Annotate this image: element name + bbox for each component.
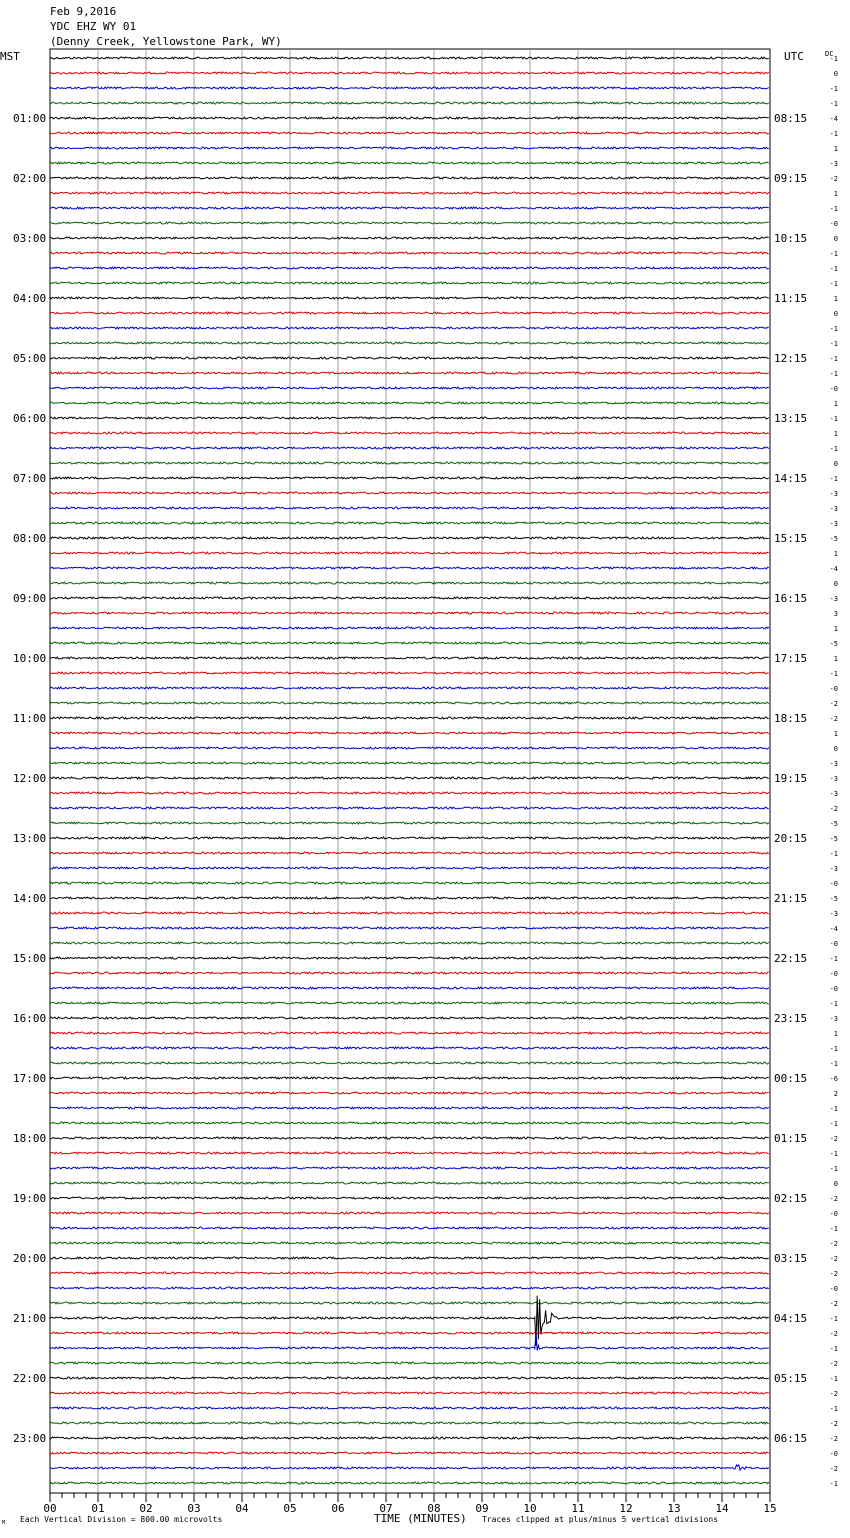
trace-line: [50, 1302, 769, 1304]
mst-hour-label: 04:00: [13, 292, 47, 305]
dc-offset-label: -1: [829, 1165, 838, 1173]
trace-line: [50, 402, 769, 404]
trace-line: [50, 792, 769, 794]
utc-hour-label: 22:15: [774, 952, 808, 965]
dc-offset-label: -1: [829, 1405, 838, 1413]
trace-line: [50, 372, 769, 374]
dc-offset-label: -3: [829, 775, 838, 783]
trace-line: [50, 162, 769, 164]
dc-offset-label: 1: [833, 190, 838, 198]
utc-hour-label: 08:15: [774, 112, 808, 125]
mst-hour-label: 16:00: [13, 1012, 47, 1025]
trace-line: [50, 867, 769, 869]
trace-line: [50, 1062, 769, 1064]
trace-line: [50, 342, 769, 344]
utc-hour-label: 10:15: [774, 232, 808, 245]
x-tick-label: 09: [475, 1502, 489, 1515]
dc-offset-label: -1: [829, 1120, 838, 1128]
dc-offset-label: -3: [829, 910, 838, 918]
dc-offset-label: -1: [829, 850, 838, 858]
mst-hour-label: 09:00: [13, 592, 47, 605]
dc-offset-label: 1: [833, 145, 838, 153]
trace-line: [50, 627, 769, 629]
utc-axis-label: UTC: [784, 50, 804, 63]
dc-offset-label: -2: [829, 715, 838, 723]
utc-hour-label: 00:15: [774, 1072, 808, 1085]
dc-offset-label: -1: [829, 355, 838, 363]
dc-offset-label: -2: [829, 1135, 838, 1143]
dc-offset-label: 0: [833, 460, 838, 468]
dc-offset-label: -0: [829, 685, 838, 693]
trace-line: [50, 552, 769, 554]
trace-line: [50, 1422, 769, 1424]
dc-label: DC: [825, 50, 834, 58]
trace-line: [50, 1227, 769, 1229]
trace-line: [50, 1242, 769, 1244]
trace-line: [50, 1137, 769, 1139]
mst-hour-label: 17:00: [13, 1072, 47, 1085]
dc-offset-label: -1: [829, 670, 838, 678]
trace-line: [50, 177, 769, 179]
trace-line: [50, 522, 769, 524]
trace-line: [50, 72, 769, 74]
mst-hour-label: 14:00: [13, 892, 47, 905]
dc-offset-label: -5: [829, 895, 838, 903]
x-tick-label: 01: [91, 1502, 105, 1515]
dc-offset-label: -3: [829, 760, 838, 768]
dc-offset-label: 1: [833, 1030, 838, 1038]
dc-offset-label: -1: [829, 1105, 838, 1113]
trace-line: [50, 192, 769, 194]
x-axis-title: TIME (MINUTES): [374, 1512, 467, 1525]
dc-offset-label: -1: [829, 1480, 838, 1488]
mst-hour-label: 03:00: [13, 232, 47, 245]
dc-offset-label: -1: [829, 55, 838, 63]
x-tick-label: 06: [331, 1502, 345, 1515]
trace-line: [50, 1107, 769, 1109]
mst-hour-label: 02:00: [13, 172, 47, 185]
dc-offset-label: -0: [829, 1210, 838, 1218]
utc-hour-label: 05:15: [774, 1372, 808, 1385]
utc-hour-label: 13:15: [774, 412, 808, 425]
trace-line: [50, 927, 769, 929]
utc-hour-label: 12:15: [774, 352, 808, 365]
trace-line: [50, 612, 769, 614]
dc-offset-label: -3: [829, 790, 838, 798]
trace-line: [50, 1437, 769, 1439]
dc-offset-label: 0: [833, 580, 838, 588]
x-tick-label: 10: [523, 1502, 537, 1515]
trace-group: [50, 57, 769, 1484]
dc-offset-label: 1: [833, 550, 838, 558]
dc-offset-label: 0: [833, 70, 838, 78]
trace-line: [50, 672, 769, 674]
dc-offset-label: -1: [829, 370, 838, 378]
trace-line: [50, 417, 769, 419]
dc-offset-label: -5: [829, 835, 838, 843]
mst-hour-label: 15:00: [13, 952, 47, 965]
mst-hour-label: 20:00: [13, 1252, 47, 1265]
trace-line: [50, 492, 769, 494]
trace-line: [50, 1392, 769, 1394]
dc-offset-label: -1: [829, 325, 838, 333]
mst-hour-label: 12:00: [13, 772, 47, 785]
dc-offset-label: -1: [829, 130, 838, 138]
trace-line: [50, 252, 769, 254]
trace-line: [50, 297, 769, 299]
dc-offset-label: -2: [829, 1435, 838, 1443]
x-tick-label: 03: [187, 1502, 201, 1515]
dc-offset-label: -3: [829, 490, 838, 498]
trace-line: [50, 507, 769, 509]
trace-line: [50, 1377, 769, 1379]
dc-offset-label: -1: [829, 1150, 838, 1158]
trace-line: [50, 1287, 769, 1289]
trace-line: [50, 1332, 769, 1334]
dc-offset-label: 1: [833, 730, 838, 738]
trace-line: [50, 1182, 769, 1184]
dc-offset-label: -0: [829, 985, 838, 993]
x-tick-label: 11: [571, 1502, 585, 1515]
dc-offset-label: -1: [829, 955, 838, 963]
trace-line: [50, 747, 769, 749]
trace-line: [50, 567, 769, 569]
trace-line: [50, 1197, 769, 1199]
dc-offset-label: -2: [829, 805, 838, 813]
trace-line: [50, 1257, 769, 1259]
utc-hour-label: 17:15: [774, 652, 808, 665]
trace-line: [50, 777, 769, 779]
trace-line: [50, 447, 769, 449]
trace-line: [50, 912, 769, 914]
dc-offset-label: 0: [833, 235, 838, 243]
x-tick-label: 02: [139, 1502, 153, 1515]
trace-line: [50, 1332, 769, 1350]
mst-hour-label: 07:00: [13, 472, 47, 485]
trace-line: [50, 132, 769, 134]
dc-offset-label: -1: [829, 445, 838, 453]
scale-mark: M: [2, 1520, 6, 1526]
dc-offset-label: -3: [829, 505, 838, 513]
dc-offset-label: -1: [829, 1345, 838, 1353]
mst-hour-label: 21:00: [13, 1312, 47, 1325]
date-label: Feb 9,2016: [50, 5, 117, 18]
x-tick-label: 13: [667, 1502, 681, 1515]
utc-hour-label: 14:15: [774, 472, 808, 485]
trace-line: [50, 1017, 769, 1019]
dc-offset-label: -1: [829, 340, 838, 348]
dc-offset-label: -1: [829, 1225, 838, 1233]
trace-line: [50, 762, 769, 764]
station-label: YDC EHZ WY 01: [50, 20, 137, 33]
trace-line: [50, 957, 769, 959]
dc-offset-label: -1: [829, 265, 838, 273]
trace-line: [50, 207, 769, 209]
x-tick-label: 15: [763, 1502, 777, 1515]
trace-line: [50, 1047, 769, 1049]
dc-offset-label: 1: [833, 400, 838, 408]
trace-line: [50, 582, 769, 584]
trace-line: [50, 702, 769, 704]
dc-offset-label: -1: [829, 205, 838, 213]
dc-offset-label: -3: [829, 865, 838, 873]
trace-line: [50, 687, 769, 689]
trace-line: [50, 102, 769, 104]
trace-line: [50, 537, 769, 539]
trace-line: [50, 1272, 769, 1274]
mst-hour-label: 19:00: [13, 1192, 47, 1205]
trace-line: [50, 117, 769, 119]
dc-offset-label: -2: [829, 1255, 838, 1263]
utc-hour-label: 11:15: [774, 292, 808, 305]
dc-offset-label: -0: [829, 1285, 838, 1293]
dc-offset-label: -0: [829, 385, 838, 393]
trace-line: [50, 267, 769, 269]
dc-offset-label: -2: [829, 1420, 838, 1428]
trace-line: [50, 1077, 769, 1079]
x-tick-label: 14: [715, 1502, 729, 1515]
dc-offset-label: -1: [829, 415, 838, 423]
mst-hour-label: 11:00: [13, 712, 47, 725]
dc-offset-label: -1: [829, 1000, 838, 1008]
dc-offset-label: -4: [829, 565, 838, 573]
dc-offset-label: -5: [829, 535, 838, 543]
utc-hour-label: 21:15: [774, 892, 808, 905]
mst-axis-label: MST: [0, 50, 20, 63]
dc-offset-label: -2: [829, 1240, 838, 1248]
dc-offset-label: -2: [829, 1360, 838, 1368]
trace-line: [50, 1465, 769, 1470]
mst-hour-label: 18:00: [13, 1132, 47, 1145]
utc-hour-label: 06:15: [774, 1432, 808, 1445]
utc-hour-label: 16:15: [774, 592, 808, 605]
x-tick-label: 04: [235, 1502, 249, 1515]
dc-offset-label: -6: [829, 1075, 838, 1083]
trace-line: [50, 237, 769, 239]
dc-offset-label: -1: [829, 100, 838, 108]
trace-line: [50, 1482, 769, 1484]
dc-offset-label: -1: [829, 250, 838, 258]
dc-offset-label: -2: [829, 1195, 838, 1203]
trace-line: [50, 462, 769, 464]
mst-hour-label: 22:00: [13, 1372, 47, 1385]
dc-offset-label: -5: [829, 640, 838, 648]
utc-hour-label: 04:15: [774, 1312, 808, 1325]
dc-offset-label: 1: [833, 655, 838, 663]
trace-line: [50, 882, 769, 884]
trace-line: [50, 987, 769, 989]
trace-line: [50, 327, 769, 329]
dc-offset-label: -3: [829, 160, 838, 168]
trace-line: [50, 852, 769, 854]
mst-hour-label: 01:00: [13, 112, 47, 125]
dc-offset-label: -1: [829, 280, 838, 288]
dc-offset-label: 0: [833, 745, 838, 753]
utc-hour-label: 23:15: [774, 1012, 808, 1025]
trace-line: [50, 717, 769, 719]
dc-offset-label: 0: [833, 310, 838, 318]
x-tick-label: 07: [379, 1502, 393, 1515]
x-tick-label: 05: [283, 1502, 297, 1515]
dc-offset-label: -1: [829, 1060, 838, 1068]
trace-line: [50, 807, 769, 809]
mst-hour-label: 08:00: [13, 532, 47, 545]
trace-line: [50, 356, 769, 359]
utc-hour-label: 20:15: [774, 832, 808, 845]
dc-offset-label: -1: [829, 85, 838, 93]
trace-line: [50, 1122, 769, 1124]
trace-line: [50, 822, 769, 824]
dc-offset-label: -2: [829, 1270, 838, 1278]
trace-line: [50, 942, 769, 944]
trace-line: [50, 147, 769, 149]
trace-line: [50, 432, 769, 434]
dc-offset-label: -2: [829, 1330, 838, 1338]
mst-hour-label: 10:00: [13, 652, 47, 665]
mst-hour-label: 05:00: [13, 352, 47, 365]
trace-line: [50, 222, 769, 224]
mst-hour-label: 13:00: [13, 832, 47, 845]
trace-line: [50, 1032, 769, 1034]
dc-offset-label: 1: [833, 295, 838, 303]
dc-offset-label: -5: [829, 820, 838, 828]
trace-line: [50, 1362, 769, 1364]
trace-line: [50, 972, 769, 974]
dc-offset-label: 3: [833, 610, 838, 618]
x-tick-label: 12: [619, 1502, 633, 1515]
dc-offset-label: -2: [829, 700, 838, 708]
clip-note: Traces clipped at plus/minus 5 vertical divisions: [482, 1515, 719, 1524]
dc-offset-label: -1: [829, 1315, 838, 1323]
trace-line: [50, 312, 769, 314]
utc-hour-label: 09:15: [774, 172, 808, 185]
x-tick-label: 08: [427, 1502, 441, 1515]
trace-line: [50, 57, 769, 59]
dc-offset-label: -0: [829, 940, 838, 948]
location-label: (Denny Creek, Yellowstone Park, WY): [50, 35, 282, 48]
utc-hour-label: 03:15: [774, 1252, 808, 1265]
scale-note: Each Vertical Division = 800.00 microvolts: [20, 1515, 223, 1524]
trace-line: [50, 1092, 769, 1094]
dc-offset-label: 1: [833, 430, 838, 438]
trace-line: [50, 87, 769, 89]
trace-line: [50, 732, 769, 734]
plot-frame: [50, 49, 770, 1493]
trace-line: [50, 642, 769, 644]
dc-offset-label: -0: [829, 220, 838, 228]
dc-offset-label: -3: [829, 595, 838, 603]
dc-offset-label: -1: [829, 1375, 838, 1383]
dc-offset-label: -4: [829, 115, 838, 123]
utc-hour-label: 15:15: [774, 532, 808, 545]
utc-hour-label: 19:15: [774, 772, 808, 785]
dc-offset-label: -2: [829, 1390, 838, 1398]
trace-line: [50, 1212, 769, 1214]
dc-offset-label: -0: [829, 880, 838, 888]
trace-line: [50, 1452, 769, 1454]
x-tick-label: 00: [43, 1502, 57, 1515]
mst-hour-label: 23:00: [13, 1432, 47, 1445]
trace-line: [50, 477, 769, 479]
dc-offset-label: -3: [829, 520, 838, 528]
dc-offset-label: -0: [829, 970, 838, 978]
trace-line: [50, 837, 769, 839]
dc-offset-label: -4: [829, 925, 838, 933]
trace-line: [50, 657, 769, 659]
dc-offset-label: -1: [829, 475, 838, 483]
dc-offset-label: 0: [833, 1180, 838, 1188]
dc-offset-label: -3: [829, 1015, 838, 1023]
trace-line: [50, 387, 769, 389]
trace-line: [50, 1002, 769, 1004]
dc-offset-label: -0: [829, 1450, 838, 1458]
trace-line: [50, 897, 769, 899]
trace-line: [50, 1167, 769, 1169]
dc-offset-label: -2: [829, 1300, 838, 1308]
dc-offset-label: 2: [833, 1090, 838, 1098]
trace-line: [50, 282, 769, 284]
trace-line: [50, 1152, 769, 1154]
utc-hour-label: 18:15: [774, 712, 808, 725]
dc-offset-label: -2: [829, 175, 838, 183]
trace-line: [50, 597, 769, 599]
mst-hour-label: 06:00: [13, 412, 47, 425]
dc-offset-label: -1: [829, 1045, 838, 1053]
utc-hour-label: 01:15: [774, 1132, 808, 1145]
dc-offset-label: 1: [833, 625, 838, 633]
utc-hour-label: 02:15: [774, 1192, 808, 1205]
dc-offset-label: -2: [829, 1465, 838, 1473]
label-group: [0, 50, 838, 1526]
trace-line: [50, 1407, 769, 1409]
